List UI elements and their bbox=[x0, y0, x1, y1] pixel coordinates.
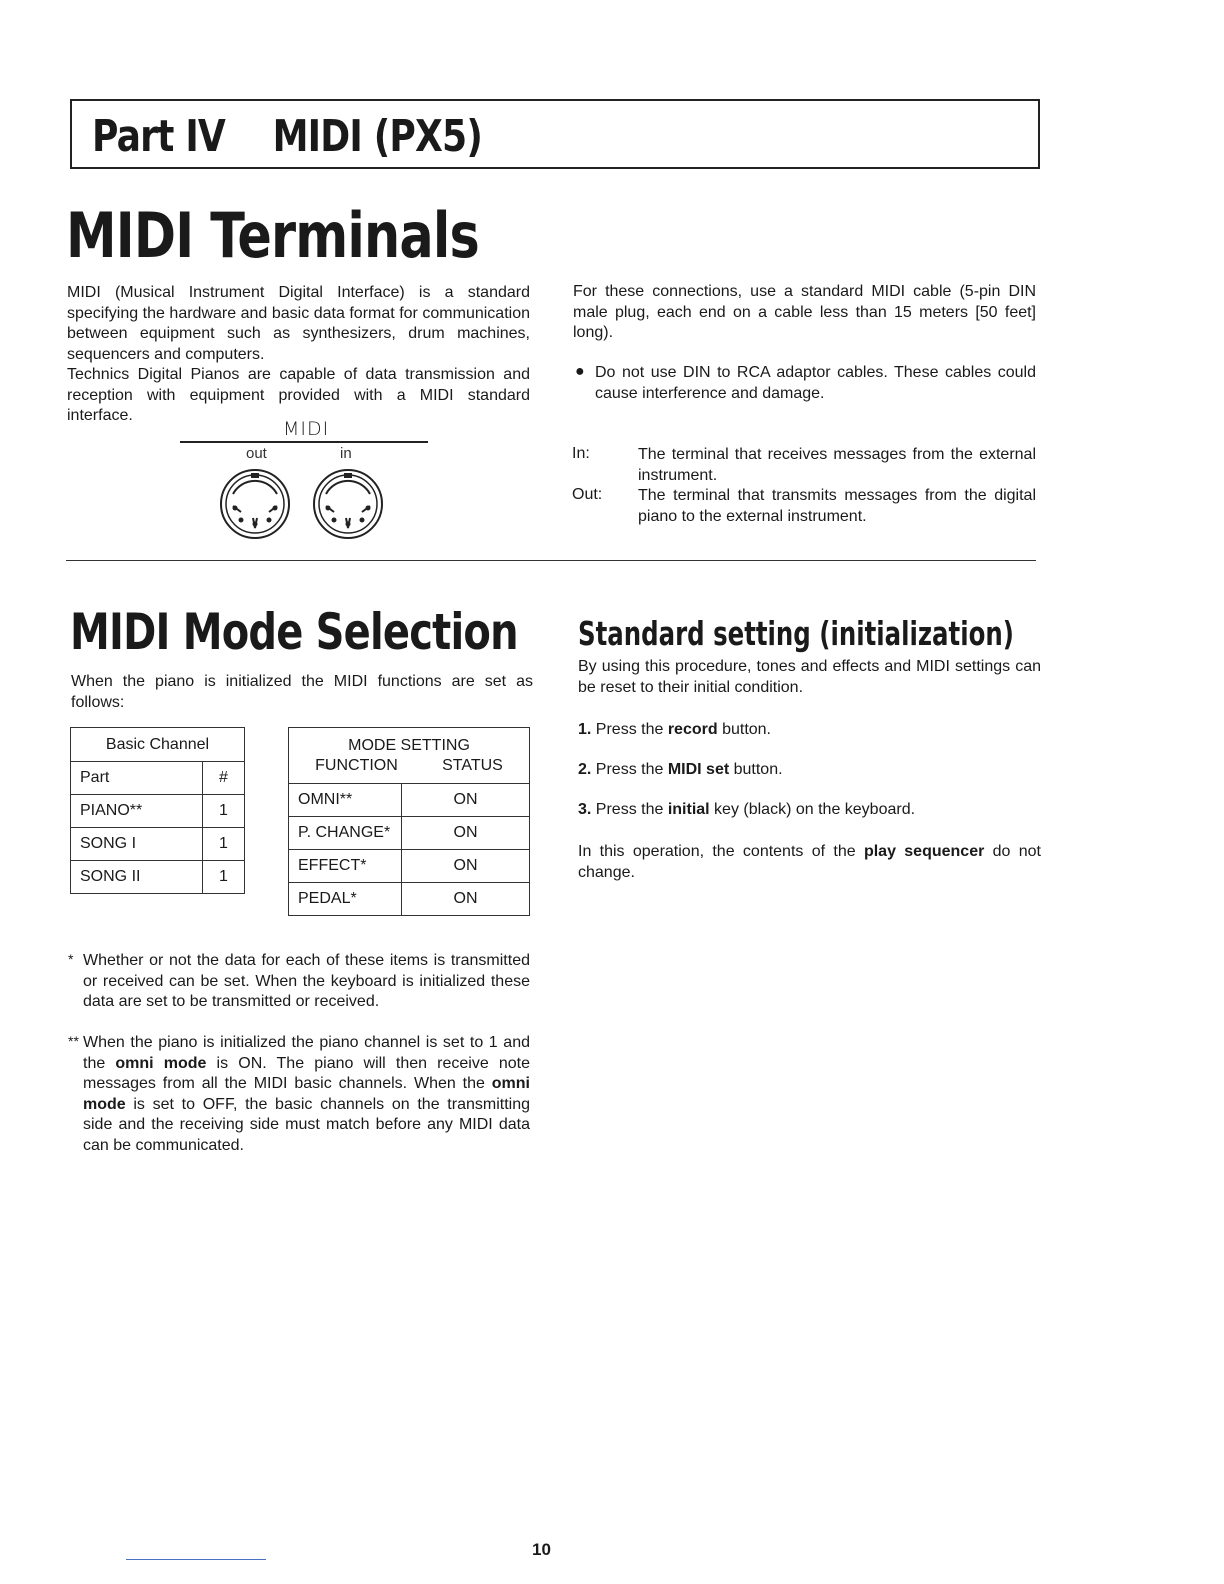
definition-out bbox=[572, 486, 1036, 527]
footnote-bold: omni mode bbox=[115, 1054, 207, 1072]
step-bold: initial bbox=[667, 801, 710, 818]
definition-desc-out: The terminal that transmits messages from the digital piano to the external instrument. bbox=[638, 487, 1036, 525]
step-text: button. bbox=[729, 761, 783, 778]
step-text: Press the bbox=[595, 721, 668, 738]
table-row bbox=[289, 817, 530, 850]
table-row bbox=[71, 762, 245, 795]
table-row bbox=[71, 861, 245, 894]
part-header-title bbox=[92, 111, 482, 162]
footnote-text: Whether or not the data for each of these items is transmitted or received can be set. When the keyboard is initialized these data are set to be transmitted or received. bbox=[83, 952, 530, 1010]
midi-terminals-heading: MIDI Terminals bbox=[66, 199, 479, 272]
footnote-mark: * bbox=[68, 951, 74, 967]
mode-function: EFFECT* bbox=[289, 850, 402, 883]
footnote-single-star bbox=[68, 951, 530, 1013]
standard-setting-outro-text bbox=[578, 842, 1041, 883]
terminals-intro-paragraph-1: MIDI (Musical Instrument Digital Interface) is a standard specifying the hardware and basic data format for communication between equipment such as synthesizers, drum machines, sequencers and computers. bbox=[67, 284, 530, 363]
mode-setting-header: MODE SETTING bbox=[348, 736, 470, 754]
step-number: 3. bbox=[578, 801, 592, 818]
outro-text: do not change. bbox=[578, 843, 1042, 881]
step-text: button. bbox=[717, 721, 771, 738]
basic-channel-num: 1 bbox=[203, 861, 245, 894]
step-bold: record bbox=[667, 721, 718, 738]
mode-setting-subheader bbox=[289, 756, 529, 776]
part-header-box bbox=[70, 99, 1040, 169]
footnote-text-part: is set to OFF, the basic channels on the transmitting side and the receiving side must match before any MIDI data can be communicated. bbox=[83, 1095, 530, 1154]
mode-setting-table bbox=[288, 727, 530, 916]
definition-in bbox=[572, 445, 1036, 486]
step-number: 2. bbox=[578, 761, 592, 778]
basic-channel-num: 1 bbox=[203, 795, 245, 828]
midi-port-diagram bbox=[180, 416, 430, 546]
connection-info bbox=[573, 282, 1036, 344]
footnote-bold: omni mode bbox=[83, 1075, 530, 1113]
mode-status: ON bbox=[402, 817, 530, 850]
basic-channel-header: Basic Channel bbox=[71, 728, 245, 762]
terminals-intro bbox=[67, 283, 530, 427]
bullet-text: Do not use DIN to RCA adaptor cables. These cables could cause interference and damage. bbox=[595, 364, 1036, 402]
step-bold: MIDI set bbox=[667, 761, 730, 778]
part-label: Part IV bbox=[92, 111, 226, 162]
mode-status: ON bbox=[402, 883, 530, 916]
definition-term-out: Out: bbox=[572, 486, 603, 503]
col-status-header: STATUS bbox=[442, 756, 503, 774]
mode-function: P. CHANGE* bbox=[289, 817, 402, 850]
midi-diagram-label: MIDI bbox=[283, 418, 330, 440]
terminals-intro-paragraph-2: Technics Digital Pianos are capable of data transmission and reception with equipment provided with a MIDI standard interface. bbox=[67, 366, 530, 424]
basic-channel-part: SONG I bbox=[71, 828, 203, 861]
connection-paragraph: For these connections, use a standard MIDI cable (5-pin DIN male plug, each end on a cable less than 15 meters [50 feet] long). bbox=[573, 283, 1036, 341]
section-divider bbox=[66, 560, 1036, 561]
footnote-text bbox=[83, 1033, 530, 1156]
footnote-mark: ** bbox=[68, 1033, 79, 1049]
table-row bbox=[289, 784, 530, 817]
footer-rule bbox=[126, 1559, 266, 1560]
footnote-text-part: is ON. The piano will then receive note messages from all the MIDI basic channels. When the bbox=[83, 1054, 531, 1092]
basic-channel-part: SONG II bbox=[71, 861, 203, 894]
footnote-double-star bbox=[68, 1033, 530, 1156]
midi-out-port-icon bbox=[217, 466, 293, 542]
midi-diagram-rule bbox=[180, 441, 428, 443]
outro-text: In this operation, the contents of the bbox=[578, 843, 864, 860]
step-text: key (black) on the keyboard. bbox=[709, 801, 916, 818]
port-label-out: out bbox=[246, 445, 267, 462]
mode-function: OMNI** bbox=[289, 784, 402, 817]
bullet-warning bbox=[575, 363, 1036, 404]
step-item bbox=[578, 760, 1041, 800]
table-row bbox=[71, 728, 245, 762]
col-num-header: # bbox=[203, 762, 245, 795]
basic-channel-part: PIANO** bbox=[71, 795, 203, 828]
col-part-header: Part bbox=[71, 762, 203, 795]
midi-mode-selection-heading: MIDI Mode Selection bbox=[70, 603, 518, 661]
mode-status: ON bbox=[402, 850, 530, 883]
table-row bbox=[289, 728, 530, 784]
table-row bbox=[71, 828, 245, 861]
terminal-definitions bbox=[572, 445, 1036, 527]
standard-setting-steps bbox=[578, 720, 1041, 840]
mode-selection-intro-text: When the piano is initialized the MIDI functions are set as follows: bbox=[71, 673, 533, 711]
standard-setting-heading: Standard setting (initialization) bbox=[578, 614, 1014, 653]
standard-setting-intro-text: By using this procedure, tones and effects and MIDI settings can be reset to their initial condition. bbox=[578, 658, 1041, 696]
table-row bbox=[289, 883, 530, 916]
step-item bbox=[578, 800, 1041, 840]
step-number: 1. bbox=[578, 721, 592, 738]
mode-setting-header-cell bbox=[289, 728, 530, 784]
table-row bbox=[71, 795, 245, 828]
page-number: 10 bbox=[532, 1540, 551, 1559]
definition-term-in: In: bbox=[572, 445, 590, 462]
step-text: Press the bbox=[595, 761, 668, 778]
step-item bbox=[578, 720, 1041, 760]
footnote-text-part: When the piano is initialized the piano channel is set to 1 and the bbox=[83, 1034, 530, 1072]
mode-function: PEDAL* bbox=[289, 883, 402, 916]
step-text: Press the bbox=[595, 801, 668, 818]
standard-setting-outro bbox=[578, 842, 1041, 883]
definition-desc-in: The terminal that receives messages from the external instrument. bbox=[638, 446, 1036, 484]
basic-channel-num: 1 bbox=[203, 828, 245, 861]
midi-in-port-icon bbox=[310, 466, 386, 542]
bullet-dot-icon: ● bbox=[575, 363, 585, 380]
standard-setting-intro bbox=[578, 657, 1041, 698]
port-label-in: in bbox=[340, 445, 352, 462]
mode-selection-intro bbox=[71, 672, 533, 713]
outro-bold: play sequencer bbox=[863, 843, 985, 860]
col-function-header: FUNCTION bbox=[315, 756, 398, 774]
part-subject: MIDI (PX5) bbox=[272, 111, 482, 162]
basic-channel-table bbox=[70, 727, 245, 894]
table-row bbox=[289, 850, 530, 883]
mode-status: ON bbox=[402, 784, 530, 817]
